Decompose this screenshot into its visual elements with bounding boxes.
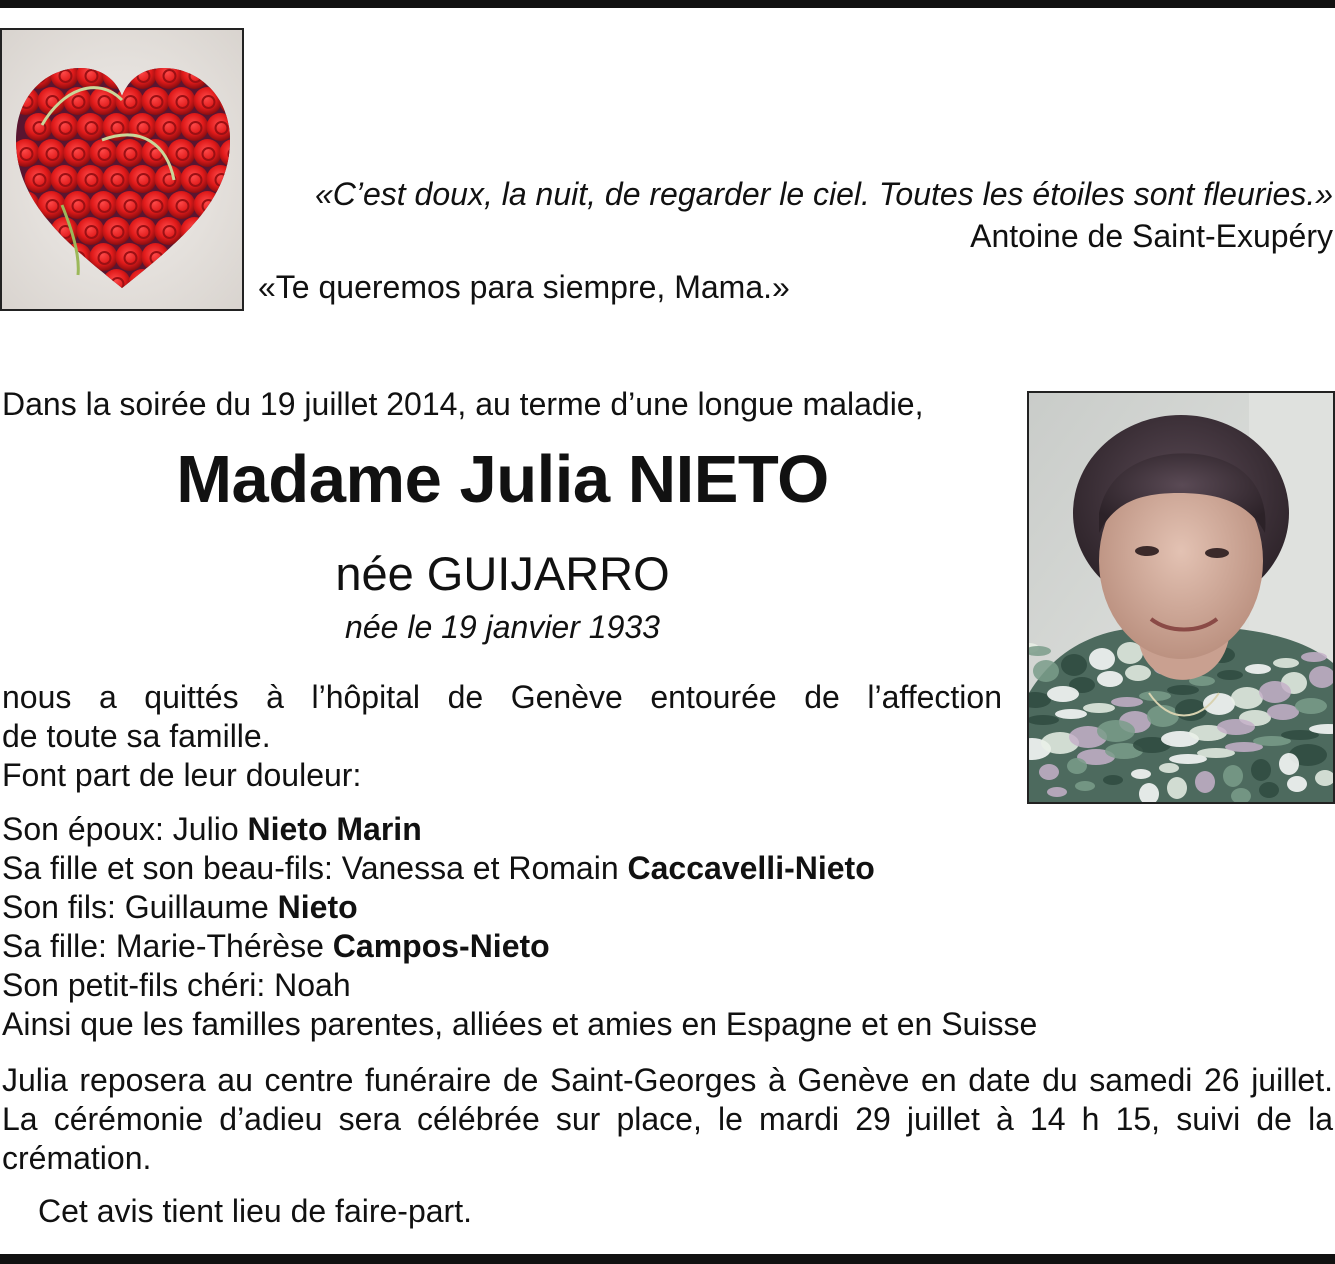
announcement-body [2,678,1002,795]
family-relation: Son petit-fils chéri: Noah [2,967,351,1003]
body-line-3: Font part de leur douleur: [2,757,362,793]
family-quote: «Te queremos para siempre, Mama.» [258,269,790,305]
top-rule [0,0,1335,8]
family-relation: Sa fille et son beau-fils: Vanessa et Romain [2,850,628,886]
family-relation: Son fils: Guillaume [2,889,278,925]
intro-text: Dans la soirée du 19 juillet 2014, au terme d’une longue maladie, [2,386,924,422]
heart-of-roses-image [0,28,244,311]
ceremony-line-3: crémation. [2,1140,152,1176]
family-relation: Ainsi que les familles parentes, alliées et amies en Espagne et en Suisse [2,1006,1038,1042]
ceremony-line-2: La cérémonie d’adieu sera célébrée sur place, le mardi 29 juillet à 14 h 15, suivi de la [2,1101,1333,1137]
family-surname: Campos-Nieto [332,928,550,964]
heart-roses-illustration [2,30,242,309]
closing-note: Cet avis tient lieu de faire-part. [38,1193,472,1229]
body-line-1: nous a quittés à l’hôpital de Genève entourée de l’affection [2,679,1002,715]
ceremony-details [2,1061,1333,1178]
birth-date: née le 19 janvier 1933 [345,609,660,645]
deceased-name: Madame Julia NIETO [176,442,829,517]
family-row [2,1005,1037,1044]
saint-exupery-quote: «C’est doux, la nuit, de regarder le ciel. Toutes les étoiles sont fleuries.» [314,176,1333,212]
quote-author: Antoine de Saint-Exupéry [970,218,1333,254]
family-row [2,888,1037,927]
bottom-rule [0,1254,1335,1264]
family-relation: Son époux: Julio [2,811,248,847]
family-surname: Nieto Marin [247,811,422,847]
family-row [2,810,1037,849]
family-surname: Nieto [277,889,358,925]
ceremony-line-1: Julia reposera au centre funéraire de Saint-Georges à Genève en date du samedi 26 juillet. [2,1062,1333,1098]
family-surname: Caccavelli-Nieto [627,850,875,886]
family-list [2,810,1037,1044]
family-row [2,927,1037,966]
body-line-2: de toute sa famille. [2,718,271,754]
maiden-name: née GUIJARRO [335,547,670,600]
family-relation: Sa fille: Marie-Thérèse [2,928,333,964]
family-row [2,849,1037,888]
portrait-illustration [1029,393,1333,802]
portrait-photo [1027,391,1335,804]
family-row [2,966,1037,1005]
